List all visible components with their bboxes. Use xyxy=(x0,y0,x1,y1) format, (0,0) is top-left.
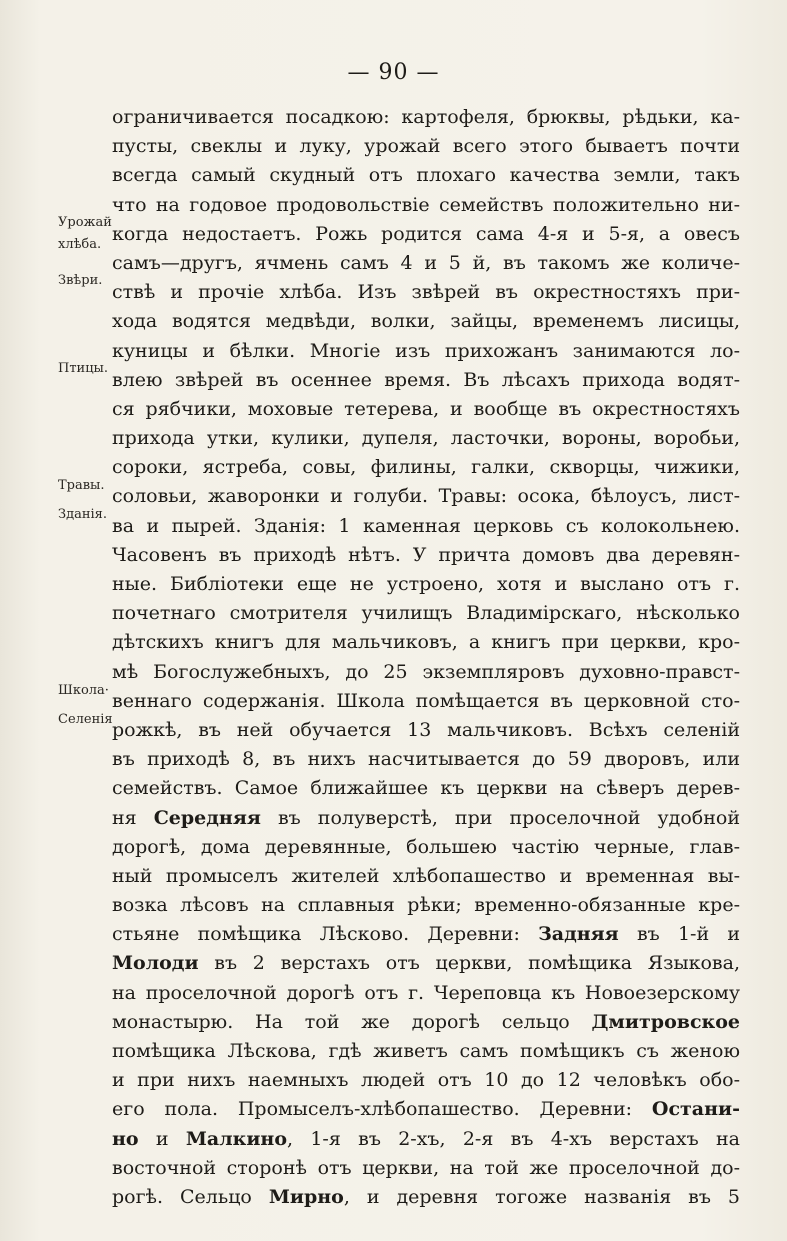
text-line xyxy=(112,920,740,949)
text-run: хода водятся медвѣди, волки, зайцы, временемъ лисицы, xyxy=(112,310,740,333)
margin-note-buildings: Зданія. xyxy=(58,507,108,522)
text-line xyxy=(112,512,740,541)
text-run: въ 1-й и xyxy=(618,923,740,946)
text-line xyxy=(112,1183,740,1212)
text-run: сороки, ястреба, совы, филины, галки, скворцы, чижики, xyxy=(112,456,740,479)
place-name: Молоди xyxy=(112,952,199,975)
text-line xyxy=(112,191,740,220)
text-line xyxy=(112,541,740,570)
text-line xyxy=(112,337,740,366)
text-run: ня xyxy=(112,806,154,829)
text-run: рогѣ. Сельцо xyxy=(112,1185,269,1208)
text-line xyxy=(112,1037,740,1066)
text-run: семействъ. Самое ближайшее къ церкви на сѣверъ дерев- xyxy=(112,777,740,800)
text-run: ограничивается посадкою: картофеля, брюквы, рѣдьки, ка- xyxy=(112,106,740,128)
text-line xyxy=(112,570,740,599)
text-line xyxy=(112,395,740,424)
place-name: Малкино xyxy=(185,1127,287,1150)
text-line xyxy=(112,687,740,716)
margin-note-beasts: Звѣри. xyxy=(58,273,103,288)
text-run: самъ—другъ, ячмень самъ 4 и 5 й, въ такомъ же количе- xyxy=(112,251,740,274)
text-run: на проселочной дорогѣ отъ г. Череповца къ Новоезерскому xyxy=(112,981,740,1004)
text-run: мѣ Богослужебныхъ, до 25 экземпляровъ духовно-правст- xyxy=(112,660,740,683)
place-name: Середняя xyxy=(153,806,261,829)
margin-note-villages: Селенія xyxy=(58,712,113,727)
text-run: прихода утки, кулики, дупеля, ласточки, вороны, воробьи, xyxy=(112,427,740,450)
place-name: но xyxy=(112,1127,139,1150)
text-run: соловьи, жаворонки и голуби. Травы: осока, бѣлоусъ, лист- xyxy=(112,485,740,508)
text-line xyxy=(112,774,740,803)
body-text xyxy=(112,103,740,1212)
text-run: монастырю. На той же дорогѣ сельцо xyxy=(112,1010,592,1033)
text-run: ва и пырей. Зданія: 1 каменная церковь съ колокольнею. xyxy=(112,514,740,537)
text-run: ный промыселъ жителей хлѣбопашество и временная вы- xyxy=(112,864,740,887)
text-run: восточной сторонѣ отъ церкви, на той же проселочной до- xyxy=(112,1156,740,1179)
text-run: и при нихъ наемныхъ людей отъ 10 до 12 человѣкъ обо- xyxy=(112,1069,740,1092)
text-line xyxy=(112,453,740,482)
text-run: почетнаго смотрителя училищъ Владимірскаго, нѣсколько xyxy=(112,602,740,625)
text-line xyxy=(112,1154,740,1183)
margin-note-grain: хлѣба. xyxy=(58,237,102,252)
text-line xyxy=(112,161,740,190)
text-run: что на годовое продовольствіе семействъ положительно ни- xyxy=(112,193,740,216)
text-line xyxy=(112,862,740,891)
text-run: , 1-я въ 2-хъ, 2-я въ 4-хъ верстахъ на xyxy=(287,1127,740,1150)
text-line xyxy=(112,599,740,628)
place-name: Мирно xyxy=(268,1185,344,1208)
text-run: ствѣ и прочіе хлѣба. Изъ звѣрей въ окрестностяхъ при- xyxy=(112,281,740,304)
text-run: стьяне помѣщика Лѣсково. Деревни: xyxy=(112,923,539,946)
place-name: Остани- xyxy=(651,1098,740,1121)
text-line xyxy=(112,716,740,745)
place-name: Дмитровское xyxy=(591,1010,740,1033)
text-line xyxy=(112,103,740,132)
text-run: пусты, свеклы и луку, урожай всего этого бываетъ почти xyxy=(112,135,740,158)
text-line xyxy=(112,482,740,511)
text-run: въ полуверстѣ, при проселочной удобной xyxy=(260,806,740,829)
text-line xyxy=(112,278,740,307)
text-run: и xyxy=(138,1127,186,1150)
text-run: ся рябчики, моховые тетерева, и вообще въ окрестностяхъ xyxy=(112,397,740,420)
text-line xyxy=(112,366,740,395)
text-run: куницы и бѣлки. Многіе изъ прихожанъ занимаются ло- xyxy=(112,339,740,362)
text-line xyxy=(112,804,740,833)
text-run: въ приходѣ 8, въ нихъ насчитывается до 59 дворовъ, или xyxy=(112,748,740,771)
text-run: рожкѣ, въ ней обучается 13 мальчиковъ. Всѣхъ селеній xyxy=(112,718,740,741)
text-line xyxy=(112,1008,740,1037)
place-name: Задняя xyxy=(538,923,619,946)
text-line xyxy=(112,307,740,336)
margin-note-school: Школа· xyxy=(58,683,109,698)
text-run: помѣщика Лѣскова, гдѣ живетъ самъ помѣщикъ съ женою xyxy=(112,1040,740,1062)
text-line xyxy=(112,249,740,278)
text-run: когда недостаетъ. Рожь родится сама 4-я и 5-я, а овесъ xyxy=(112,222,740,245)
text-run: его пола. Промыселъ-хлѣбопашество. Деревни: xyxy=(112,1098,652,1121)
text-line xyxy=(112,891,740,920)
text-run: ные. Библіотеки еще не устроено, хотя и выслано отъ г. xyxy=(112,573,740,595)
text-run: всегда самый скудный отъ плохаго качества земли, такъ xyxy=(112,164,740,187)
text-run: , и деревня тогоже названія въ 5 xyxy=(343,1185,740,1208)
text-line xyxy=(112,1125,740,1154)
text-line xyxy=(112,424,740,453)
text-run: въ 2 верстахъ отъ церкви, помѣщика Языкова, xyxy=(198,952,740,975)
text-run: дорогѣ, дома деревянные, большею частію черные, глав- xyxy=(112,835,740,858)
text-run: возка лѣсовъ на сплавныя рѣки; временно-обязанные кре- xyxy=(112,894,740,917)
text-line xyxy=(112,745,740,774)
text-line xyxy=(112,1095,740,1124)
text-run: дѣтскихъ книгъ для мальчиковъ, а книгъ при церкви, кро- xyxy=(112,631,740,654)
text-line xyxy=(112,1066,740,1095)
text-line xyxy=(112,132,740,161)
text-run: влею звѣрей въ осеннее время. Въ лѣсахъ прихода водят- xyxy=(112,368,740,391)
text-line xyxy=(112,949,740,978)
margin-note-harvest: Урожай xyxy=(58,215,112,230)
page-number: — 90 — xyxy=(347,60,440,85)
margin-note-grasses: Травы. xyxy=(58,478,105,493)
text-run: Часовенъ въ приходѣ нѣтъ. У причта домовъ два деревян- xyxy=(112,543,740,566)
margin-note-birds: Птицы. xyxy=(58,361,109,376)
text-line xyxy=(112,220,740,249)
text-run: веннаго содержанія. Школа помѣщается въ церковной сто- xyxy=(112,689,740,712)
text-line xyxy=(112,658,740,687)
text-line xyxy=(112,628,740,657)
text-line xyxy=(112,833,740,862)
text-line xyxy=(112,979,740,1008)
